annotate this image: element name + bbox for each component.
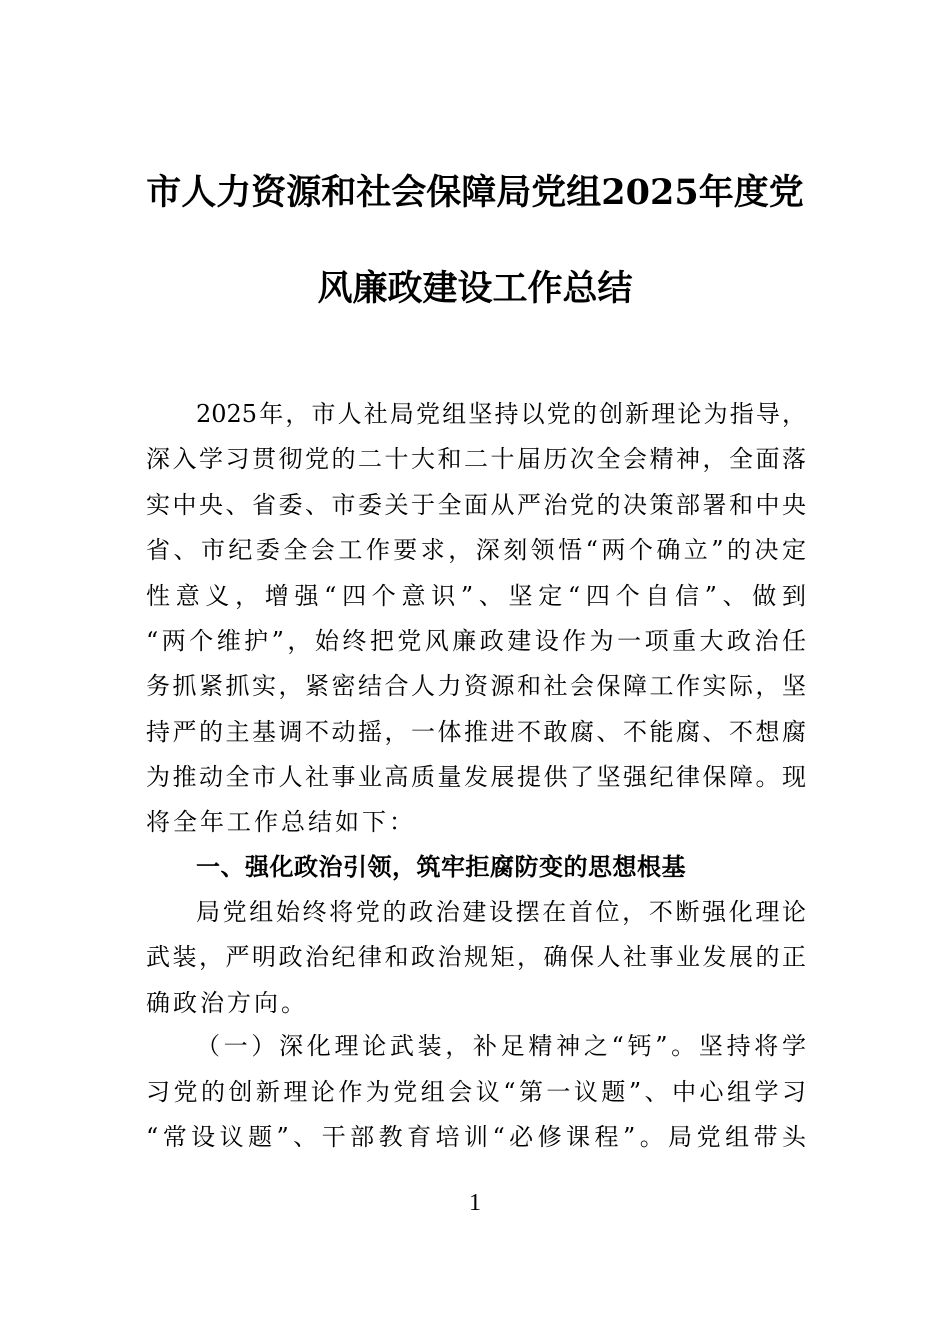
section-paragraph-line: 确政治方向。: [146, 989, 308, 1017]
subsection-paragraph-line: 习党的创新理论作为党组会议“第一议题”、中心组学习: [146, 1078, 806, 1106]
section-paragraph-line: 局党组始终将党的政治建设摆在首位，不断强化理论: [196, 898, 806, 926]
section-paragraph-line: 武装，严明政治纪律和政治规矩，确保人社事业发展的正: [146, 943, 806, 971]
intro-paragraph-line: 2025年，市人社局党组坚持以党的创新理论为指导，: [196, 400, 806, 428]
section-heading: 一、强化政治引领，筑牢拒腐防变的思想根基: [196, 853, 686, 881]
intro-paragraph-line: 深入学习贯彻党的二十大和二十届历次全会精神，全面落: [146, 445, 806, 473]
intro-paragraph-line: 性意义，增强“四个意识”、坚定“四个自信”、做到: [146, 582, 806, 610]
intro-paragraph-line: 务抓紧抓实，紧密结合人力资源和社会保障工作实际，坚: [146, 672, 806, 700]
document-title-line-2: 风廉政建设工作总结: [317, 268, 633, 309]
intro-paragraph-line: 为推动全市人社事业高质量发展提供了坚强纪律保障。现: [146, 763, 806, 791]
subsection-paragraph-line: （一）深化理论武装，补足精神之“钙”。坚持将学: [196, 1032, 806, 1060]
subsection-paragraph-line: “常设议题”、干部教育培训“必修课程”。局党组带头: [146, 1123, 806, 1151]
intro-paragraph-line: “两个维护”，始终把党风廉政建设作为一项重大政治任: [146, 627, 806, 655]
intro-paragraph-line: 省、市纪委全会工作要求，深刻领悟“两个确立”的决定: [146, 536, 806, 564]
intro-paragraph-line: 实中央、省委、市委关于全面从严治党的决策部署和中央: [146, 491, 806, 519]
page-number: 1: [469, 1190, 481, 1216]
intro-paragraph-line: 持严的主基调不动摇，一体推进不敢腐、不能腐、不想腐: [146, 718, 806, 746]
intro-paragraph-line: 将全年工作总结如下：: [146, 808, 416, 836]
document-title-line-1: 市人力资源和社会保障局党组2025年度党: [146, 172, 804, 213]
